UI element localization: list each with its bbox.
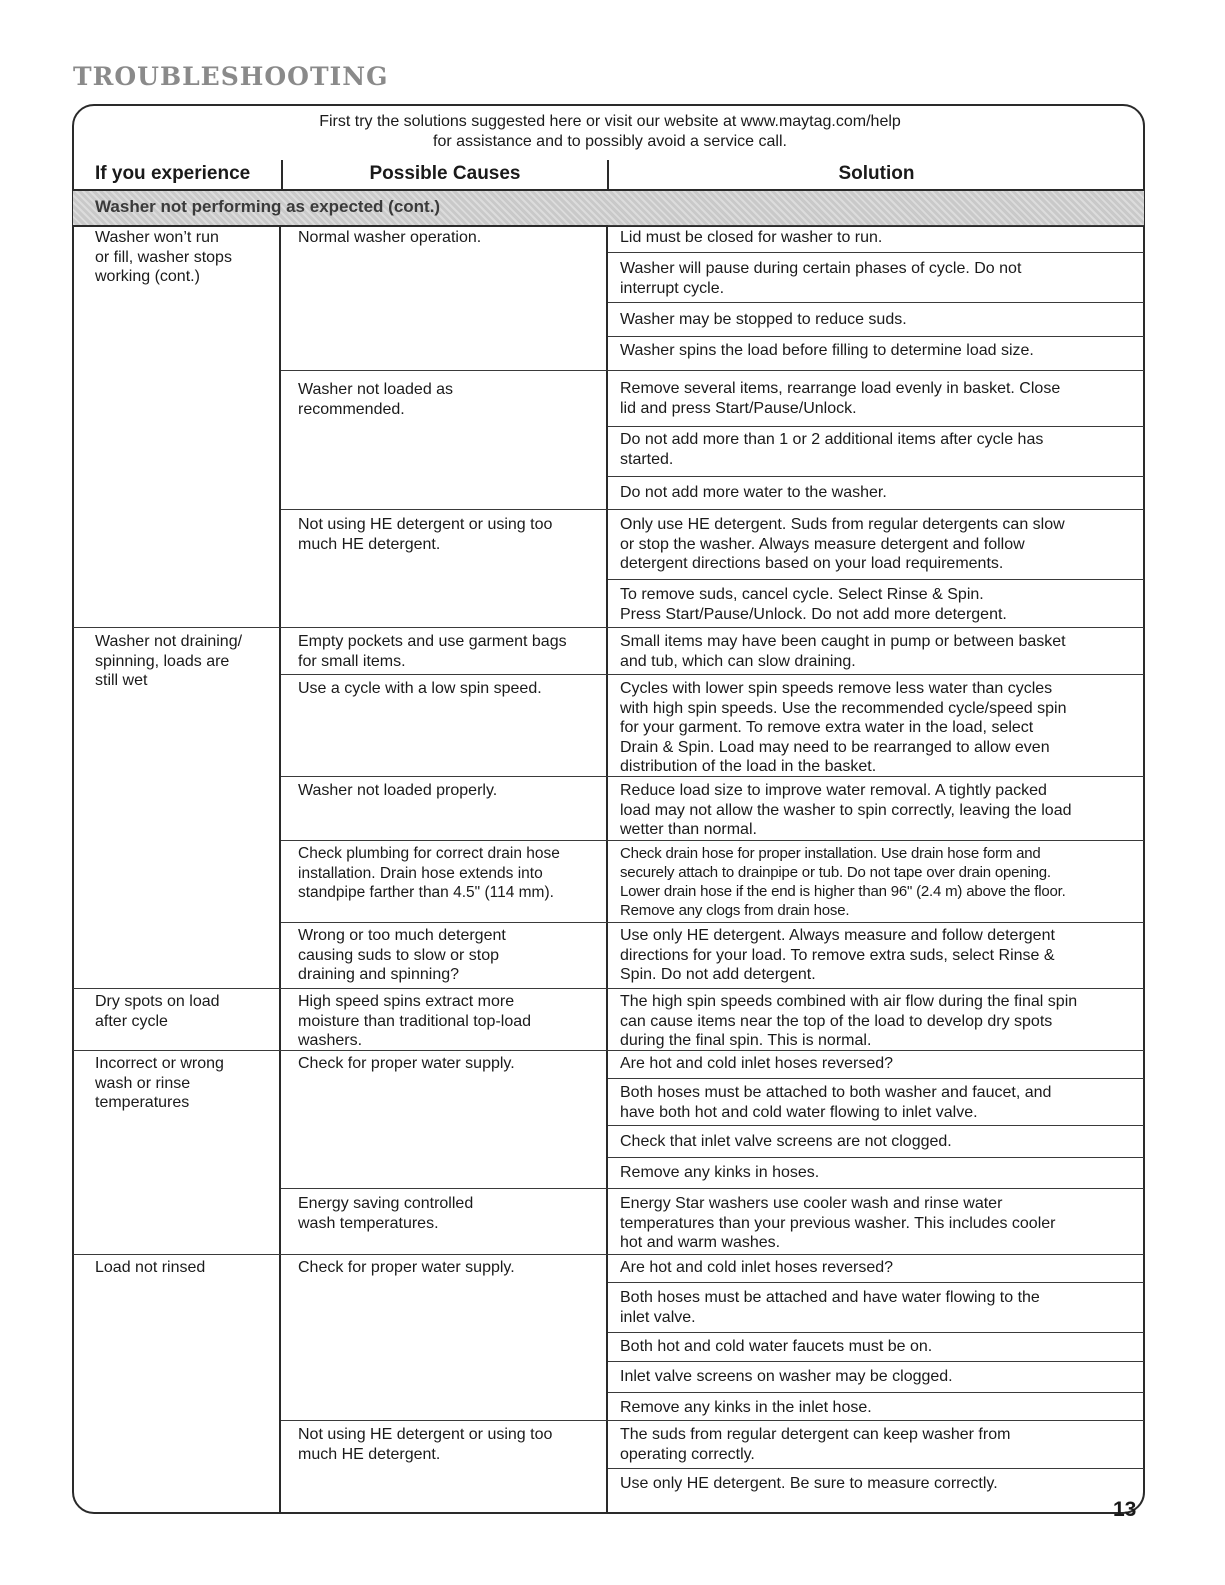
cause-item: Washer not loaded properly. — [298, 782, 498, 799]
solution-separator — [608, 1125, 1144, 1126]
cause-item: Washer not loaded as recommended. — [298, 381, 454, 418]
cause-separator — [281, 509, 1144, 510]
cause-separator — [281, 370, 1144, 371]
cause-separator — [281, 1420, 1144, 1421]
cause-item: Not using HE detergent or using too much HE detergent. — [298, 1426, 553, 1463]
solution-item: Washer will pause during certain phases of cycle. Do not interrupt cycle. — [620, 260, 1022, 297]
experience-item: Incorrect or wrong wash or rinse temperatures — [95, 1055, 224, 1111]
cause-item: Check plumbing for correct drain hose installation. Drain hose extends into standpipe farther than 4.5" (114 mm). — [298, 845, 560, 901]
cause-separator — [281, 840, 1144, 841]
solution-item: Only use HE detergent. Suds from regular detergents can slow or stop the washer. Always measure detergent and follow detergent directions based on your load requirements. — [620, 516, 1065, 572]
solution-separator — [608, 1078, 1144, 1079]
solution-item: Remove any kinks in hoses. — [620, 1164, 820, 1181]
solution-item: Washer spins the load before filling to determine load size. — [620, 342, 1034, 359]
cause-item: Check for proper water supply. — [298, 1055, 515, 1072]
solution-item: To remove suds, cancel cycle. Select Rinse & Spin. Press Start/Pause/Unlock. Do not add more detergent. — [620, 586, 1007, 623]
solution-item: Reduce load size to improve water removal. A tightly packed load may not allow the washer to spin correctly, leaving the load wetter than normal. — [620, 782, 1072, 838]
solution-item: The high spin speeds combined with air flow during the final spin can cause items near the top of the load to develop dry spots during the final spin. This is normal. — [620, 993, 1078, 1049]
header-experience: If you experience — [95, 163, 251, 184]
solution-item: Do not add more than 1 or 2 additional items after cycle has started. — [620, 431, 1044, 468]
solution-item: Both hot and cold water faucets must be on. — [620, 1338, 933, 1355]
column-divider-2 — [606, 227, 608, 1513]
solution-item: Remove any kinks in the inlet hose. — [620, 1399, 872, 1416]
cause-separator — [281, 1188, 1144, 1189]
cause-item: Check for proper water supply. — [298, 1259, 515, 1276]
solution-separator — [608, 426, 1144, 427]
group-separator — [73, 627, 1144, 628]
cause-separator — [281, 674, 1144, 675]
solution-item: Are hot and cold inlet hoses reversed? — [620, 1055, 894, 1072]
cause-item: Use a cycle with a low spin speed. — [298, 680, 542, 697]
solution-separator — [608, 1392, 1144, 1393]
page-number: 13 — [1113, 1498, 1137, 1521]
experience-item: Load not rinsed — [95, 1259, 206, 1276]
group-separator — [73, 988, 1144, 989]
solution-item: Small items may have been caught in pump or between basket and tub, which can slow draining. — [620, 633, 1066, 670]
solution-separator — [608, 225, 1144, 226]
experience-item: Washer not draining/ spinning, loads are still wet — [95, 633, 243, 689]
cause-separator — [281, 922, 1144, 923]
solution-separator — [608, 1332, 1144, 1333]
cause-item: Wrong or too much detergent causing suds to slow or stop draining and spinning? — [298, 927, 506, 983]
solution-item: Cycles with lower spin speeds remove less water than cycles with high spin speeds. Use the recommended cycle/speed spin for your garment. To remove extra water in the load, select Drain & Spin. Load may need to be rearranged to allow even distribution of the load in the basket. — [620, 680, 1067, 775]
cause-item: Not using HE detergent or using too much HE detergent. — [298, 516, 553, 553]
solution-item: Use only HE detergent. Always measure and follow detergent directions for your load. To remove extra suds, select Rinse & Spin. Do not add detergent. — [620, 927, 1055, 983]
experience-item: Dry spots on load after cycle — [95, 993, 220, 1030]
solution-separator — [608, 1157, 1144, 1158]
solution-separator — [608, 1468, 1144, 1469]
cause-item: Empty pockets and use garment bags for small items. — [298, 633, 567, 670]
solution-separator — [608, 1361, 1144, 1362]
solution-separator — [608, 1282, 1144, 1283]
page-title: TROUBLESHOOTING — [73, 62, 389, 91]
solution-separator — [608, 579, 1144, 580]
solution-item: Both hoses must be attached and have water flowing to the inlet valve. — [620, 1289, 1040, 1326]
header-causes: Possible Causes — [281, 160, 607, 190]
solution-item: Check drain hose for proper installation. Use drain hose form and securely attach to drainpipe or tub. Do not tape over drain opening. Lower drain hose if the end is higher than 96" (2.4 m) above the floor. Remove any clogs from drain hose. — [620, 845, 1066, 919]
cause-item: Normal washer operation. — [298, 229, 482, 246]
solution-item: Inlet valve screens on washer may be clogged. — [620, 1368, 953, 1385]
solution-item: Use only HE detergent. Be sure to measure correctly. — [620, 1475, 998, 1492]
solution-item: Lid must be closed for washer to run. — [620, 229, 883, 246]
solution-separator — [608, 476, 1144, 477]
solution-item: Both hoses must be attached to both washer and faucet, and have both hot and cold water flowing to inlet valve. — [620, 1084, 1052, 1121]
cause-item: Energy saving controlled wash temperatures. — [298, 1195, 474, 1232]
group-separator — [73, 1254, 1144, 1255]
header-solution: Solution — [607, 160, 1144, 190]
column-divider-1 — [279, 227, 281, 1513]
intro-text: First try the solutions suggested here or visit our website at www.maytag.com/help for assistance and to possibly avoid a service call. — [319, 113, 901, 150]
solution-item: Washer may be stopped to reduce suds. — [620, 311, 907, 328]
experience-item: Washer won’t run or fill, washer stops working (cont.) — [95, 229, 232, 285]
solution-item: Are hot and cold inlet hoses reversed? — [620, 1259, 894, 1276]
solution-separator — [608, 252, 1144, 253]
solution-item: Check that inlet valve screens are not clogged. — [620, 1133, 952, 1150]
section-title: Washer not performing as expected (cont.) — [95, 197, 441, 216]
solution-item: Remove several items, rearrange load evenly in basket. Close lid and press Start/Pause/Unlock. — [620, 380, 1061, 417]
solution-item: Energy Star washers use cooler wash and rinse water temperatures than your previous washer. This includes cooler hot and warm washes. — [620, 1195, 1056, 1251]
section-band — [73, 191, 1144, 227]
solution-item: Do not add more water to the washer. — [620, 484, 887, 501]
cause-item: High speed spins extract more moisture than traditional top-load washers. — [298, 993, 532, 1049]
solution-separator — [608, 302, 1144, 303]
solution-separator — [608, 336, 1144, 337]
solution-item: The suds from regular detergent can keep washer from operating correctly. — [620, 1426, 1011, 1463]
